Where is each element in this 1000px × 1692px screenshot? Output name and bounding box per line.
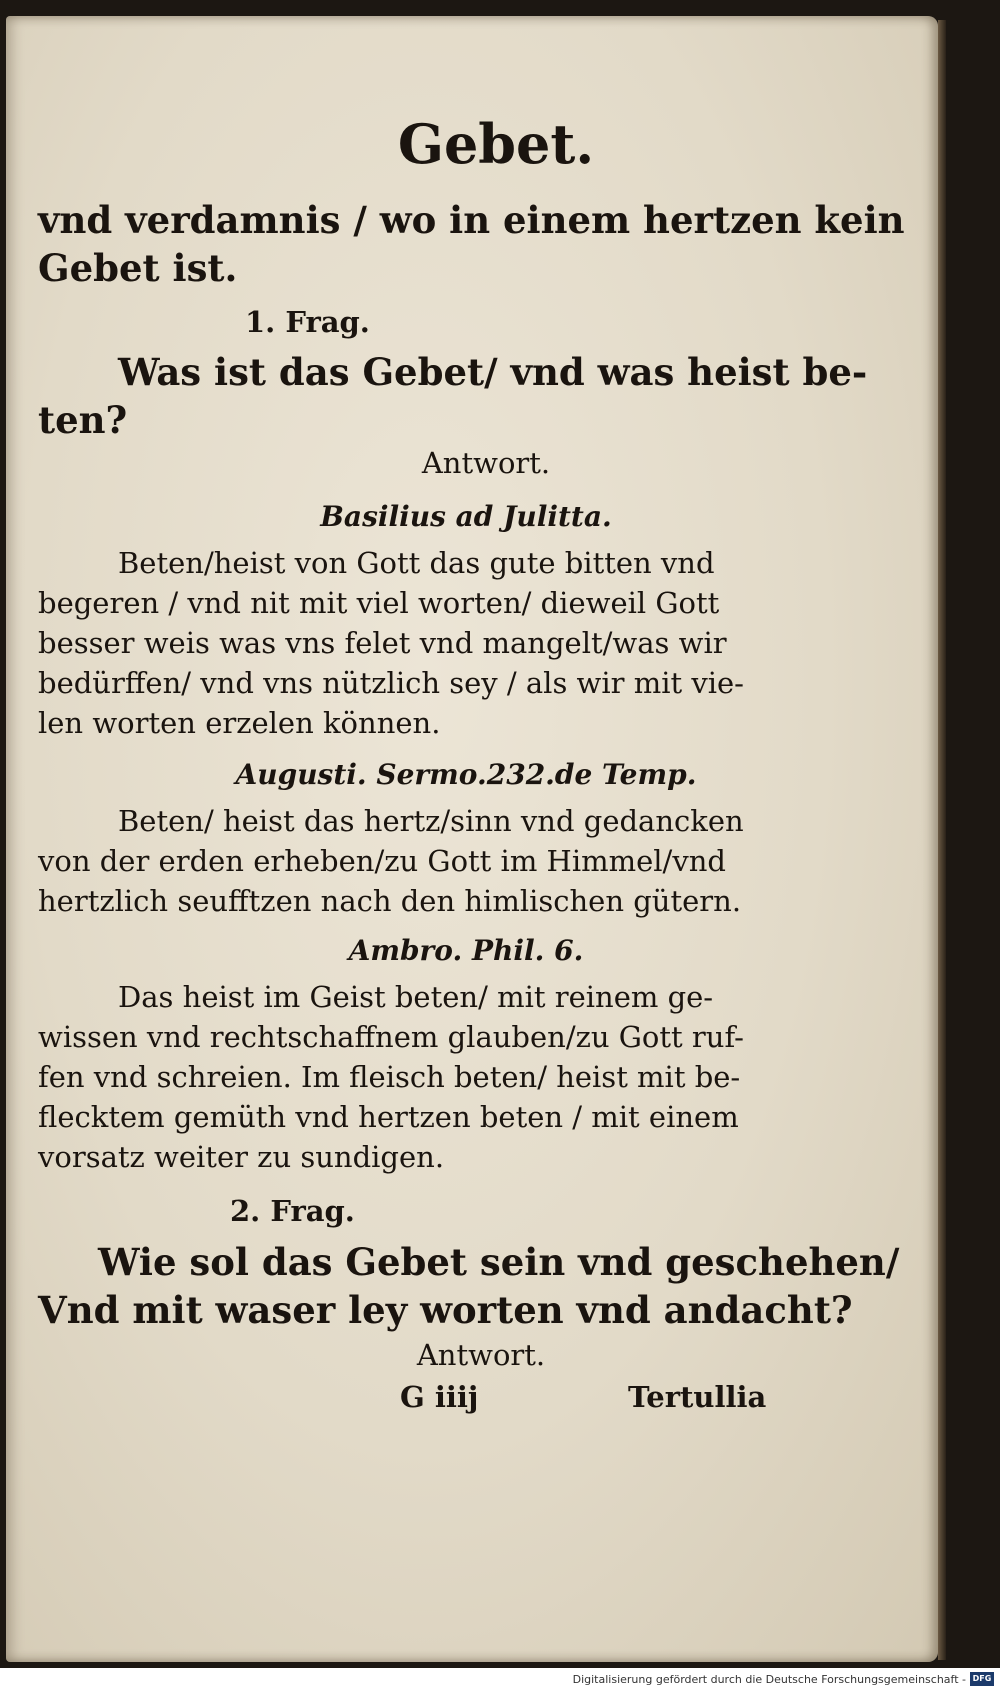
question-text: Vnd mit waser ley worten vnd andacht? [38, 1288, 853, 1332]
question-number: 2. Frag. [230, 1194, 355, 1228]
text-line: Das heist im Geist beten/ mit reinem ge- [118, 980, 714, 1014]
dfg-logo-icon: DFG [970, 1672, 994, 1686]
answer-heading: Antwort. [416, 1338, 546, 1372]
text-line: Gebet ist. [38, 246, 238, 290]
text-line: flecktem gemüth vnd hertzen beten / mit einem [38, 1100, 739, 1134]
text-line: von der erden erheben/zu Gott im Himmel/vnd [38, 844, 726, 878]
signature-mark: G iiij [400, 1380, 479, 1414]
text-line: bedürffen/ vnd vns nützlich sey / als wir mit vie- [38, 666, 744, 700]
answer-heading: Antwort. [421, 446, 551, 480]
catchword: Tertullia [628, 1380, 767, 1414]
citation: Ambro. Phil. 6. [348, 934, 584, 967]
text-line: hertzlich seufftzen nach den himlischen gütern. [38, 884, 742, 918]
text-line: vnd verdamnis / wo in einem hertzen kein [38, 198, 905, 242]
text-line: begeren / vnd nit mit viel worten/ dieweil Gott [38, 586, 720, 620]
question-text: Was ist das Gebet/ vnd was heist be- [118, 350, 868, 394]
text-line: Beten/heist von Gott das gute bitten vnd [118, 546, 715, 580]
footer-credit: Digitalisierung gefördert durch die Deutsche Forschungsgemeinschaft - [572, 1673, 966, 1686]
page-heading: Gebet. [397, 112, 595, 176]
text-line: wissen vnd rechtschaffnem glauben/zu Gott ruf- [38, 1020, 744, 1054]
question-text: Wie sol das Gebet sein vnd geschehen/ [98, 1240, 900, 1284]
question-text: ten? [38, 398, 128, 442]
text-line: besser weis was vns felet vnd mangelt/was wir [38, 626, 727, 660]
citation: Basilius ad Julitta. [320, 500, 612, 533]
citation: Augusti. Sermo.232.de Temp. [235, 758, 697, 791]
text-line: Beten/ heist das hertz/sinn vnd gedancken [118, 804, 744, 838]
text-line: len worten erzelen können. [38, 706, 441, 740]
text-line: fen vnd schreien. Im fleisch beten/ heist mit be- [38, 1060, 741, 1094]
page-edge [938, 20, 946, 1660]
text-line: vorsatz weiter zu sundigen. [38, 1140, 445, 1174]
question-number: 1. Frag. [245, 305, 370, 339]
footer-bar [0, 1668, 1000, 1692]
